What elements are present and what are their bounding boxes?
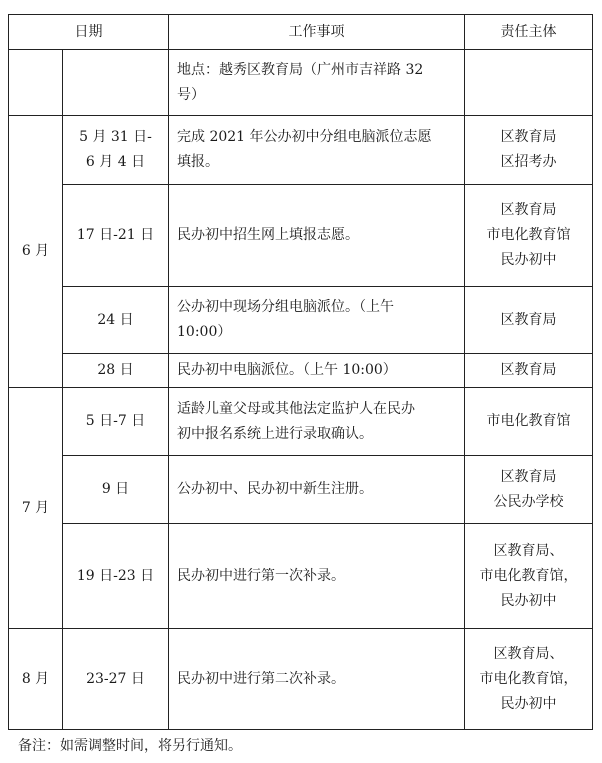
date-line: 6 月 4 日 — [85, 154, 146, 170]
header-responsible: 责任主体 — [465, 15, 593, 50]
date-line: 23-27 日 — [86, 670, 145, 687]
responsible-line: 区教育局 — [500, 311, 557, 328]
task-line: 民办初中进行第二次补录。 — [177, 670, 345, 687]
responsible-line: 区教育局 — [500, 468, 557, 485]
month-cell: 8 月 — [9, 629, 63, 730]
task-line: 公办初中、民办初中新生注册。 — [177, 481, 373, 497]
date-cell — [63, 354, 169, 388]
responsible-cell — [465, 116, 593, 185]
responsible-cell — [465, 629, 593, 730]
task-line: 完成 2021 年公办初中分组电脑派位志愿 — [177, 129, 432, 145]
responsible-cell — [465, 185, 593, 287]
date-cell — [63, 629, 169, 730]
task-cell — [169, 287, 465, 354]
table-header-row — [9, 15, 593, 50]
responsible-cell — [465, 456, 593, 524]
responsible-line: 区教育局 — [500, 129, 557, 145]
table-row — [9, 456, 593, 524]
responsible-line: 市电化教育馆 — [486, 227, 571, 243]
date-cell — [63, 185, 169, 287]
responsible-line: 民办初中 — [500, 252, 557, 268]
responsible-line: 民办初中 — [500, 695, 557, 712]
date-line: 5 月 31 日- — [79, 129, 152, 145]
task-cell — [169, 629, 465, 730]
date-line: 17 日-21 日 — [76, 227, 155, 243]
date-line: 28 日 — [97, 362, 134, 378]
date-cell — [63, 456, 169, 524]
month-cell: 7 月 — [9, 388, 63, 629]
task-line: 适龄儿童父母或其他法定监护人在民办 — [177, 400, 415, 417]
month-cell-empty — [9, 50, 63, 116]
task-cell — [169, 524, 465, 629]
task-line: 民办初中招生网上填报志愿。 — [177, 227, 359, 243]
responsible-line: 区教育局 — [500, 362, 557, 378]
task-cell — [169, 456, 465, 524]
table-row — [9, 524, 593, 629]
date-cell — [63, 287, 169, 354]
task-line: 10:00） — [177, 324, 232, 340]
task-cell — [169, 116, 465, 185]
responsible-line: 区招考办 — [500, 154, 557, 170]
table-row — [9, 287, 593, 354]
responsible-cell — [465, 354, 593, 388]
table-row — [9, 629, 593, 730]
responsible-line: 市电化教育馆 — [486, 413, 571, 429]
table-row — [9, 50, 593, 116]
responsible-line: 区教育局 — [500, 202, 557, 218]
responsible-cell — [465, 524, 593, 629]
task-cell — [169, 185, 465, 287]
task-cell — [169, 388, 465, 456]
responsible-line: 公民办学校 — [493, 493, 564, 510]
responsible-line: 区教育局、 — [493, 542, 564, 559]
date-line: 5 日-7 日 — [85, 413, 146, 429]
date-line: 19 日-23 日 — [76, 567, 155, 584]
schedule-table — [8, 14, 593, 730]
task-line: 民办初中电脑派位。（上午 10:00） — [177, 362, 397, 378]
date-line: 9 日 — [101, 481, 130, 497]
header-task: 工作事项 — [169, 15, 465, 50]
date-cell — [63, 116, 169, 185]
task-cell — [169, 50, 465, 116]
responsible-line: 市电化教育馆， — [479, 567, 578, 584]
date-cell — [63, 388, 169, 456]
table-row — [9, 354, 593, 388]
task-line: 公办初中现场分组电脑派位。（上午 — [177, 299, 394, 315]
task-line: 地点：越秀区教育局（广州市吉祥路 32 — [177, 61, 424, 78]
date-line: 24 日 — [97, 311, 134, 328]
task-line: 初中报名系统上进行录取确认。 — [177, 425, 373, 442]
footnote-note: 备注：如需调整时间，将另行通知。 — [18, 738, 242, 754]
task-line: 填报。 — [177, 154, 219, 170]
responsible-line: 区教育局、 — [493, 645, 564, 662]
table-row — [9, 185, 593, 287]
task-line: 号） — [177, 86, 205, 103]
responsible-line: 民办初中 — [500, 592, 557, 609]
date-cell — [63, 524, 169, 629]
responsible-line: 市电化教育馆， — [479, 670, 578, 687]
month-cell: 6 月 — [9, 116, 63, 388]
task-cell — [169, 354, 465, 388]
table-row — [9, 116, 593, 185]
responsible-cell — [465, 50, 593, 116]
responsible-cell — [465, 388, 593, 456]
header-date: 日期 — [9, 15, 169, 50]
task-line: 民办初中进行第一次补录。 — [177, 567, 345, 584]
responsible-cell — [465, 287, 593, 354]
table-row — [9, 388, 593, 456]
date-cell — [63, 50, 169, 116]
